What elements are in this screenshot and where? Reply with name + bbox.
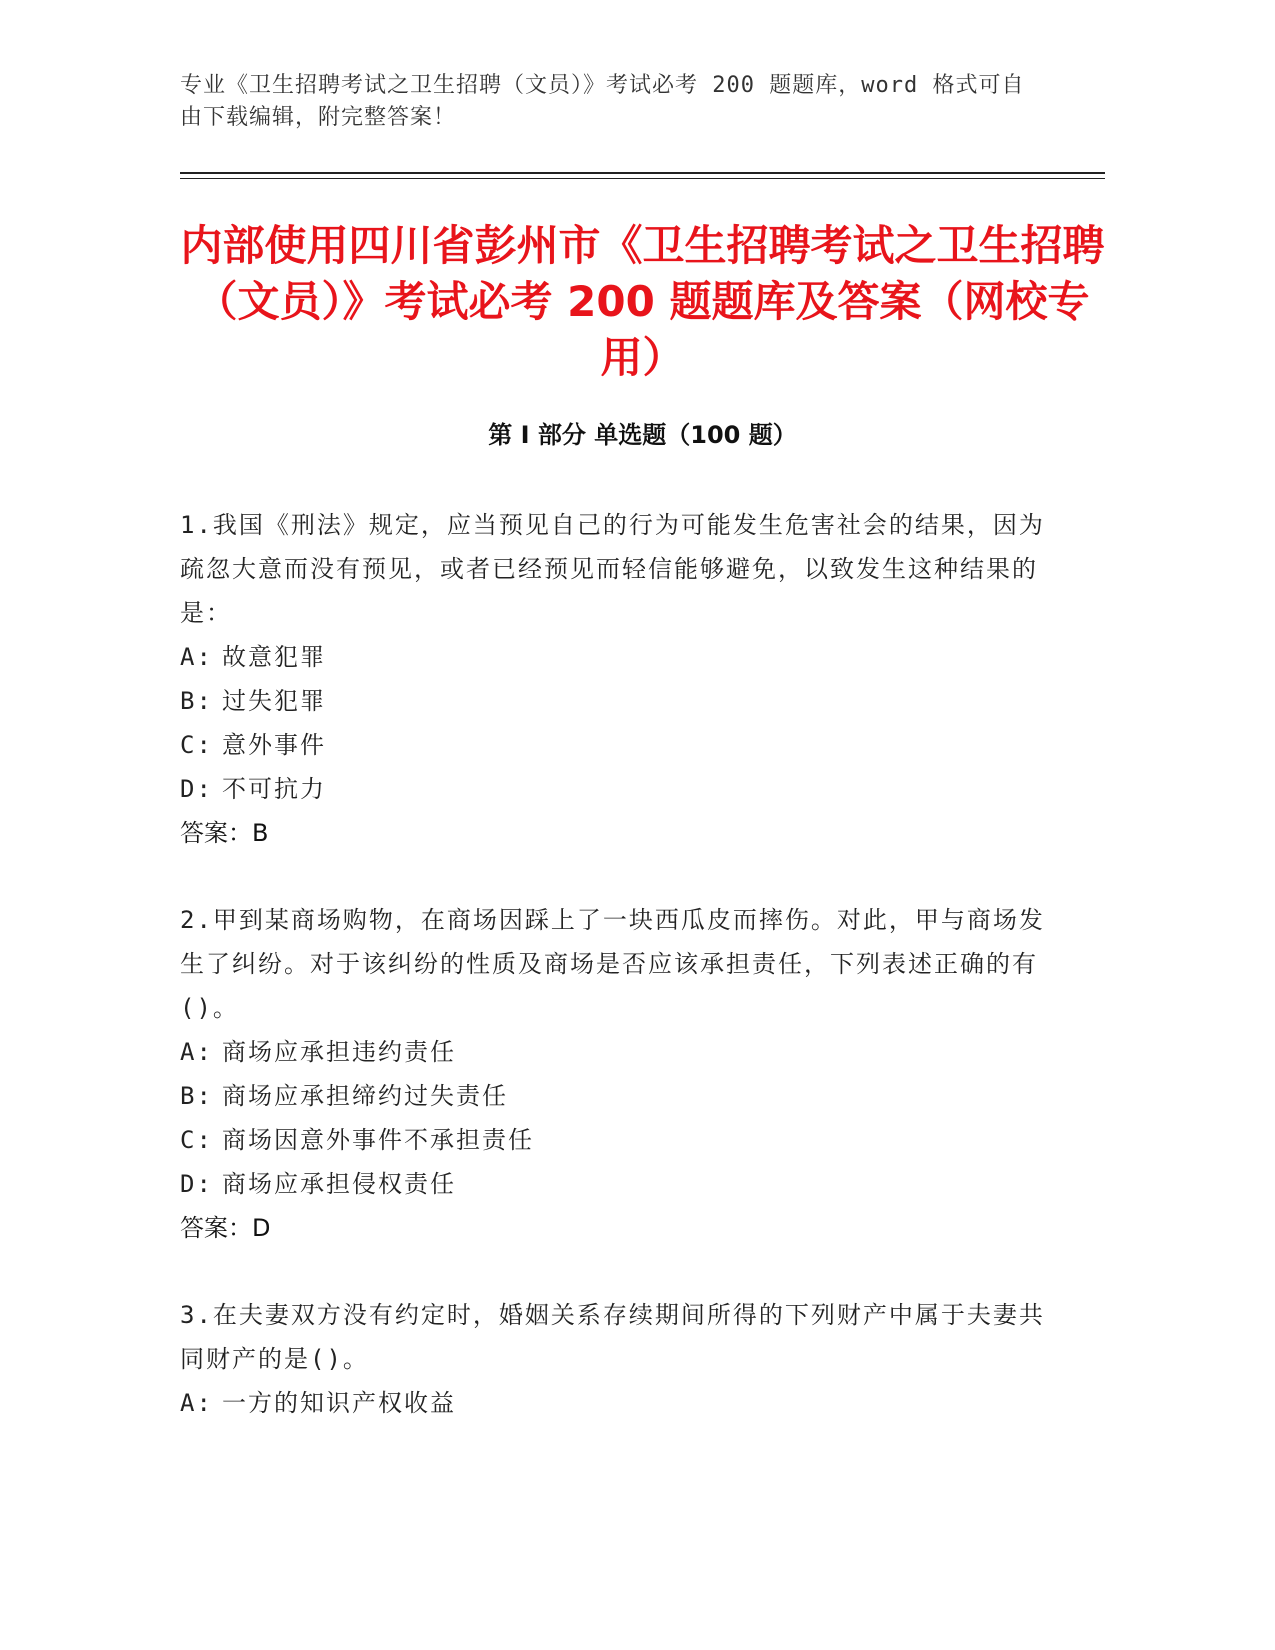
option-a	[180, 635, 1060, 679]
question-1	[180, 503, 1060, 855]
option-text: 商场应承担缔约过失责任	[222, 1082, 508, 1110]
question-2	[180, 898, 1060, 1250]
option-letter: C:	[180, 731, 213, 759]
answer-line: 答案：B	[180, 819, 269, 847]
option-a	[180, 1381, 1060, 1425]
answer-line: 答案：D	[180, 1214, 271, 1242]
option-text: 不可抗力	[222, 775, 326, 803]
option-text: 过失犯罪	[222, 687, 326, 715]
option-text: 商场应承担违约责任	[222, 1038, 456, 1066]
option-letter: D:	[180, 1170, 213, 1198]
option-letter: C:	[180, 1126, 213, 1154]
option-a	[180, 1030, 1060, 1074]
header-note: 专业《卫生招聘考试之卫生招聘（文员）》考试必考 200 题题库，word 格式可自由下载编辑，附完整答案！	[180, 73, 1025, 130]
option-letter: B:	[180, 1082, 213, 1110]
option-text: 一方的知识产权收益	[222, 1389, 456, 1417]
option-letter: B:	[180, 687, 213, 715]
question-3	[180, 1293, 1060, 1425]
question-list	[180, 503, 1060, 1468]
header-divider-thin	[180, 178, 1105, 179]
document-title: 内部使用四川省彭州市《卫生招聘考试之卫生招聘（文员）》考试必考 200 题题库及答案（网校专用）	[180, 221, 1105, 382]
option-b	[180, 679, 1060, 723]
option-letter: A:	[180, 643, 213, 671]
option-b	[180, 1074, 1060, 1118]
section-title: 第 I 部分 单选题（100 题）	[488, 421, 797, 449]
question-text: 1.我国《刑法》规定，应当预见自己的行为可能发生危害社会的结果，因为疏忽大意而没有预见，或者已经预见而轻信能够避免，以致发生这种结果的是：	[180, 511, 1045, 627]
option-d	[180, 767, 1060, 811]
option-text: 商场应承担侵权责任	[222, 1170, 456, 1198]
option-text: 故意犯罪	[222, 643, 326, 671]
option-d	[180, 1162, 1060, 1206]
option-letter: D:	[180, 775, 213, 803]
question-text: 2.甲到某商场购物，在商场因踩上了一块西瓜皮而摔伤。对此，甲与商场发生了纠纷。对于该纠纷的性质及商场是否应该承担责任，下列表述正确的有()。	[180, 906, 1045, 1022]
header-divider-thick	[180, 172, 1105, 174]
option-c	[180, 1118, 1060, 1162]
option-text: 商场因意外事件不承担责任	[222, 1126, 534, 1154]
question-text: 3.在夫妻双方没有约定时，婚姻关系存续期间所得的下列财产中属于夫妻共同财产的是()。	[180, 1301, 1045, 1373]
option-c	[180, 723, 1060, 767]
option-text: 意外事件	[222, 731, 326, 759]
option-letter: A:	[180, 1389, 213, 1417]
option-letter: A:	[180, 1038, 213, 1066]
